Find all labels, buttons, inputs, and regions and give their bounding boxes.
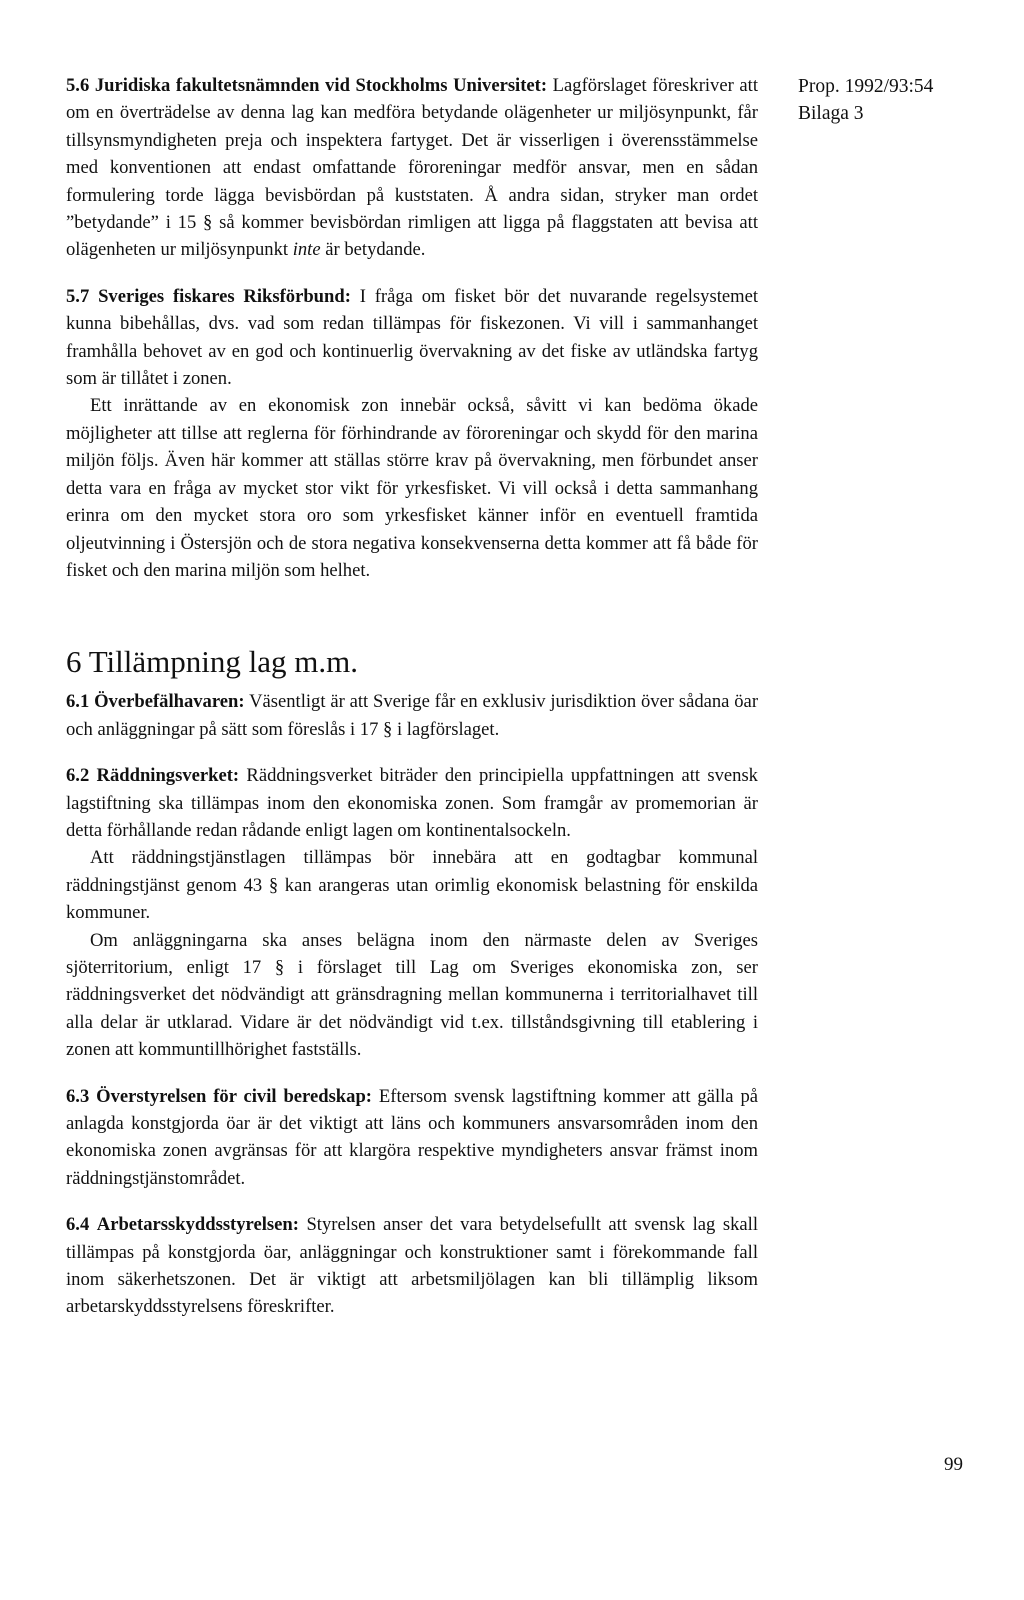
paragraph-text: Eftersom svensk lagstiftning kommer att gälla på anlagda konstgjorda öar är det viktigt att läns och kommuners ansvarsområden inom den ekonomiska zonen avgränsas för att klargöra respektive myndigheters ansvar främst inom räddningstjänstområdet. xyxy=(66,1085,758,1189)
paragraph-text: Väsentligt är att Sverige får en exklusiv jurisdiktion över sådana öar och anläggningar på sätt som föreslås i 17 § i lagförslaget. xyxy=(66,691,759,740)
section-paragraph xyxy=(66,1211,758,1321)
paragraph-text: I fråga om fisket bör det nuvarande regelsystemet kunna bibehållas, dvs. vad som redan tillämpas för fiskezonen. Vi vill i sammanhanget framhålla behovet av en god och kontinuerlig övervakning av det fiske av utländska fartyg som är tillåtet i zonen. xyxy=(66,285,758,390)
section-lead: Arbetarsskyddsstyrelsen: xyxy=(96,1214,299,1236)
emphasis-text: inte xyxy=(292,239,321,261)
section-paragraph: Om anläggningarna ska anses belägna inom den närmaste delen av Sveriges sjöterritorium, enligt 17 § i förslaget till Lag om Sveriges ekonomiska zon, ser räddningsverket det nödvändigt att gränsdragning mellan kommunerna i territorialhavet till alla delar är utklarad. Vidare är det nödvändigt vid t.ex. tillståndsgivning till etablering i zonen att kommuntillhörighet fastställs. xyxy=(66,929,758,1061)
section-paragraph xyxy=(66,688,758,743)
section-number: 6.1 xyxy=(66,691,90,713)
main-text xyxy=(66,72,758,1340)
section-number: 6.4 xyxy=(66,1214,90,1236)
section-paragraph: Ett inrättande av en ekonomisk zon innebär också, såvitt vi kan bedöma ökade möjligheter att tillse att reglerna för förhindrande av föroreningar och skydd för den marina miljön följs. Även här kommer att ställas större krav på övervakning, men förbundet anser detta vara en fråga av mycket stor vikt för yrkesfisket. Vi vill också i detta sammanhang erinra om den mycket stora oro som yrkesfisket känner inför en eventuell framtida oljeutvinning i Östersjön och de stora negativa konsekvenserna detta kommer att få både för fisket och den marina miljön som helhet. xyxy=(66,395,758,581)
section-6-1 xyxy=(66,688,758,743)
section-number: 5.7 xyxy=(66,285,90,307)
section-number: 5.6 xyxy=(66,75,90,96)
section-paragraph xyxy=(66,72,758,264)
page-number: 99 xyxy=(944,1454,963,1475)
section-paragraph xyxy=(66,762,758,844)
chapter-heading: 6 Tillämpning lag m.m. xyxy=(66,644,358,680)
section-paragraph xyxy=(66,283,758,393)
section-lead: Överbefälhavaren: xyxy=(94,691,245,713)
paragraph-text: Lagförslaget föreskriver att om en överträdelse av denna lag kan medföra betydande olägenheter ur miljösynpunkt, får tillsynsmyndigheten preja och inspektera fartyget. Det är visserligen i överensstämmelse med konventionen att endast omfattande föroreningar medför ansvar, men en sådan formulering torde lägga bevisbördan på kuststaten. Å andra sidan, stryker man ordet ”betydande” i 15 § så kommer bevisbördan rimligen att ligga på flaggstaten att bevisa att olägenheten ur miljösynpunkt xyxy=(66,75,758,261)
section-number: 6.3 xyxy=(66,1085,90,1107)
appendix-label: Bilaga 3 xyxy=(798,103,864,124)
section-paragraph: Att räddningstjänstlagen tillämpas bör innebära att en godtagbar kommunal räddningstjänst genom 43 § kan arangeras utan orimlig ekonomisk belastning för enskilda kommuner. xyxy=(66,847,758,924)
section-lead: Juridiska fakultetsnämnden vid Stockholms Universitet: xyxy=(94,75,548,96)
section-6-2 xyxy=(66,762,758,1063)
paragraph-text: Räddningsverket biträder den principiella uppfattningen att svensk lagstiftning ska tillämpas inom den ekonomiska zonen. Som framgår av promemorian är detta förhållande redan rådande enligt lagen om kontinentalsockeln. xyxy=(66,765,758,841)
section-lead: Sveriges fiskares Riksförbund: xyxy=(98,285,351,307)
section-5-6 xyxy=(66,72,758,264)
paragraph-text-end: är betydande. xyxy=(325,239,426,261)
section-lead: Överstyrelsen för civil beredskap: xyxy=(96,1085,372,1107)
section-6-3 xyxy=(66,1083,758,1193)
section-number: 6.2 xyxy=(66,765,90,787)
section-5-7 xyxy=(66,283,758,584)
section-paragraph xyxy=(66,1083,758,1193)
paragraph-text: Styrelsen anser det vara betydelsefullt att svensk lag skall tillämpas på konstgjorda öar, anläggningar och konstruktioner samt i förekommande fall inom säkerhetszonen. Det är viktigt att arbetsmiljölagen kan bli tillämplig liksom arbetarskyddsstyrelsens föreskrifter. xyxy=(66,1214,758,1318)
section-lead: Räddningsverket: xyxy=(96,765,240,787)
proposition-number: Prop. 1992/93:54 xyxy=(798,76,934,97)
margin-reference xyxy=(798,73,998,127)
section-6-4 xyxy=(66,1211,758,1321)
